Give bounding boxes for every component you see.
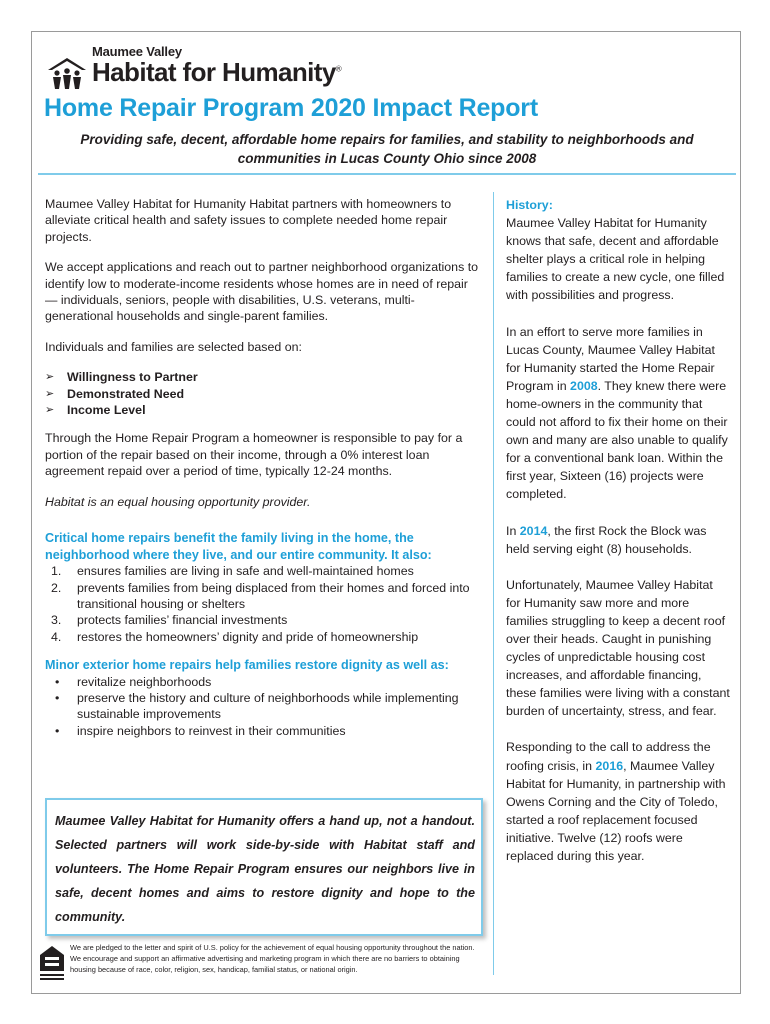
- critical-repairs-heading: Critical home repairs benefit the family living in the home, the neighborhood where they live, and our entire community. It also:: [45, 531, 432, 562]
- list-number: 4.: [51, 629, 62, 644]
- criteria-item: ➢ Willingness to Partner: [45, 369, 481, 385]
- list-item: [51, 580, 481, 613]
- right-column: [506, 196, 730, 883]
- history-paragraph-3: [506, 522, 730, 558]
- intro-paragraph: Maumee Valley Habitat for Humanity Habitat partners with homeowners to alleviate critical health and safety issues to complete needed home repair projects.: [45, 197, 452, 244]
- org-name-big-text: Habitat for Humanity: [92, 57, 336, 87]
- left-column: [45, 196, 481, 739]
- history-paragraph-2: [506, 323, 730, 504]
- text-run: In an effort to serve more families in Lucas County, Maumee Valley Habitat for Humanity started the Home Repair Program in: [506, 324, 715, 393]
- report-page: [31, 31, 741, 994]
- history-paragraph-4: Unfortunately, Maumee Valley Habitat for Humanity saw more and more families struggling to keep a decent roof over their heads. Caught in punishing cycles of unpredictable housing cost increases, and affordable financing, these families were living with a constant burden of uncertainty, stress, and fear.: [506, 577, 730, 719]
- year-highlight: 2014: [519, 523, 548, 538]
- list-number: 3.: [51, 613, 62, 628]
- mission-callout: Maumee Valley Habitat for Humanity offers a hand up, not a handout. Selected partners will work side-by-side with Habitat staff and volunteers. The Home Repair Program ensures our neighbors live in safe, decent homes and aims to restore dignity and hope to the community.: [45, 798, 483, 936]
- text-run: Responding to the call to address the roofing crisis, in: [506, 740, 711, 773]
- list-item: [57, 674, 481, 690]
- history-paragraph-1: Maumee Valley Habitat for Humanity knows that safe, decent and affordable shelter plays a critical role in helping families to create a new cycle, one filled with possibilities and progress.: [506, 216, 725, 303]
- list-number: 1.: [51, 564, 62, 579]
- applications-paragraph: We accept applications and reach out to partner neighborhood organizations to identify low to moderate-income residents whose homes are in need of repair — individuals, seniors, people with disabilities, U.S. veterans, multi-generational households and single-parent families.: [45, 260, 479, 324]
- page-title: Home Repair Program 2020 Impact Report: [44, 94, 538, 122]
- text-run: In: [506, 523, 520, 538]
- list-text: ensures families are living in safe and well-maintained homes: [77, 564, 414, 579]
- list-item: [51, 629, 481, 645]
- list-text: • inspire neighbors to reinvest in their communities: [77, 723, 346, 738]
- criteria-item: ➢ Demonstrated Need: [45, 386, 481, 402]
- org-name-small: Maumee Valley: [92, 44, 182, 59]
- history-heading: History:: [506, 198, 553, 212]
- loan-paragraph: Through the Home Repair Program a homeowner is responsible to pay for a portion of the repair based on their income, through a 0% interest loan agreement repaid over a period of time, typically 12-24 months.: [45, 431, 463, 479]
- page-subtitle: Providing safe, decent, affordable home repairs for families, and stability to neighborhoods and communities in Lucas County Ohio since 2008: [80, 132, 694, 166]
- equal-housing-opportunity-icon: [39, 944, 65, 984]
- equal-housing-statement: We are pledged to the letter and spirit of U.S. policy for the achievement of equal housing opportunity throughout the nation. We encourage and support an affirmative advertising and marketing program in which there are no barriers to obtaining housing because of race, color, religion, sex, handicap, familial status, or national origin.: [70, 943, 475, 974]
- list-item: [51, 612, 481, 628]
- history-paragraph-5: [506, 738, 730, 865]
- year-highlight: 2016: [595, 758, 624, 773]
- habitat-logo: [46, 42, 346, 100]
- registered-mark: ®: [335, 64, 341, 74]
- org-name-big: [92, 57, 341, 88]
- selection-criteria-list: [45, 369, 481, 418]
- header-rule: [38, 173, 736, 175]
- minor-repairs-heading: Minor exterior home repairs help families restore dignity as well as:: [45, 658, 449, 673]
- criteria-item: ➢ Income Level: [45, 402, 481, 418]
- list-text: • preserve the history and culture of neighborhoods while implementing sustainable improvements: [77, 691, 459, 722]
- selection-intro: Individuals and families are selected based on:: [45, 339, 302, 354]
- equal-opportunity-note: Habitat is an equal housing opportunity provider.: [45, 494, 311, 509]
- list-item: [57, 723, 481, 739]
- list-text: protects families’ financial investments: [77, 613, 288, 628]
- list-item: [51, 563, 481, 579]
- column-divider: [493, 192, 494, 975]
- year-highlight: 2008: [570, 378, 598, 393]
- list-text: prevents families from being displaced from their homes and forced into transitional housing or shelters: [77, 580, 470, 611]
- list-text: restores the homeowners’ dignity and pride of homeownership: [77, 629, 419, 644]
- text-run: , Maumee Valley Habitat for Humanity, in partnership with Owens Corning and the City of Toledo, started a roof replacement focused initiative. Twelve (12) roofs were replaced during this year.: [506, 758, 726, 863]
- critical-repairs-list: [45, 563, 481, 645]
- text-run: , the first Rock the Block was held serving eight (8) households.: [506, 523, 707, 556]
- list-text: • revitalize neighborhoods: [77, 674, 212, 689]
- list-number: 2.: [51, 580, 62, 595]
- minor-repairs-list: [45, 674, 481, 740]
- list-item: [57, 690, 481, 723]
- text-run: . They knew there were home-owners in the community that could not afford to fix their home on their own and many are also unable to qualify for a conventional bank loan. Within the first year, Sixteen (16) projects were completed.: [506, 378, 728, 502]
- habitat-house-people-icon: [46, 56, 88, 90]
